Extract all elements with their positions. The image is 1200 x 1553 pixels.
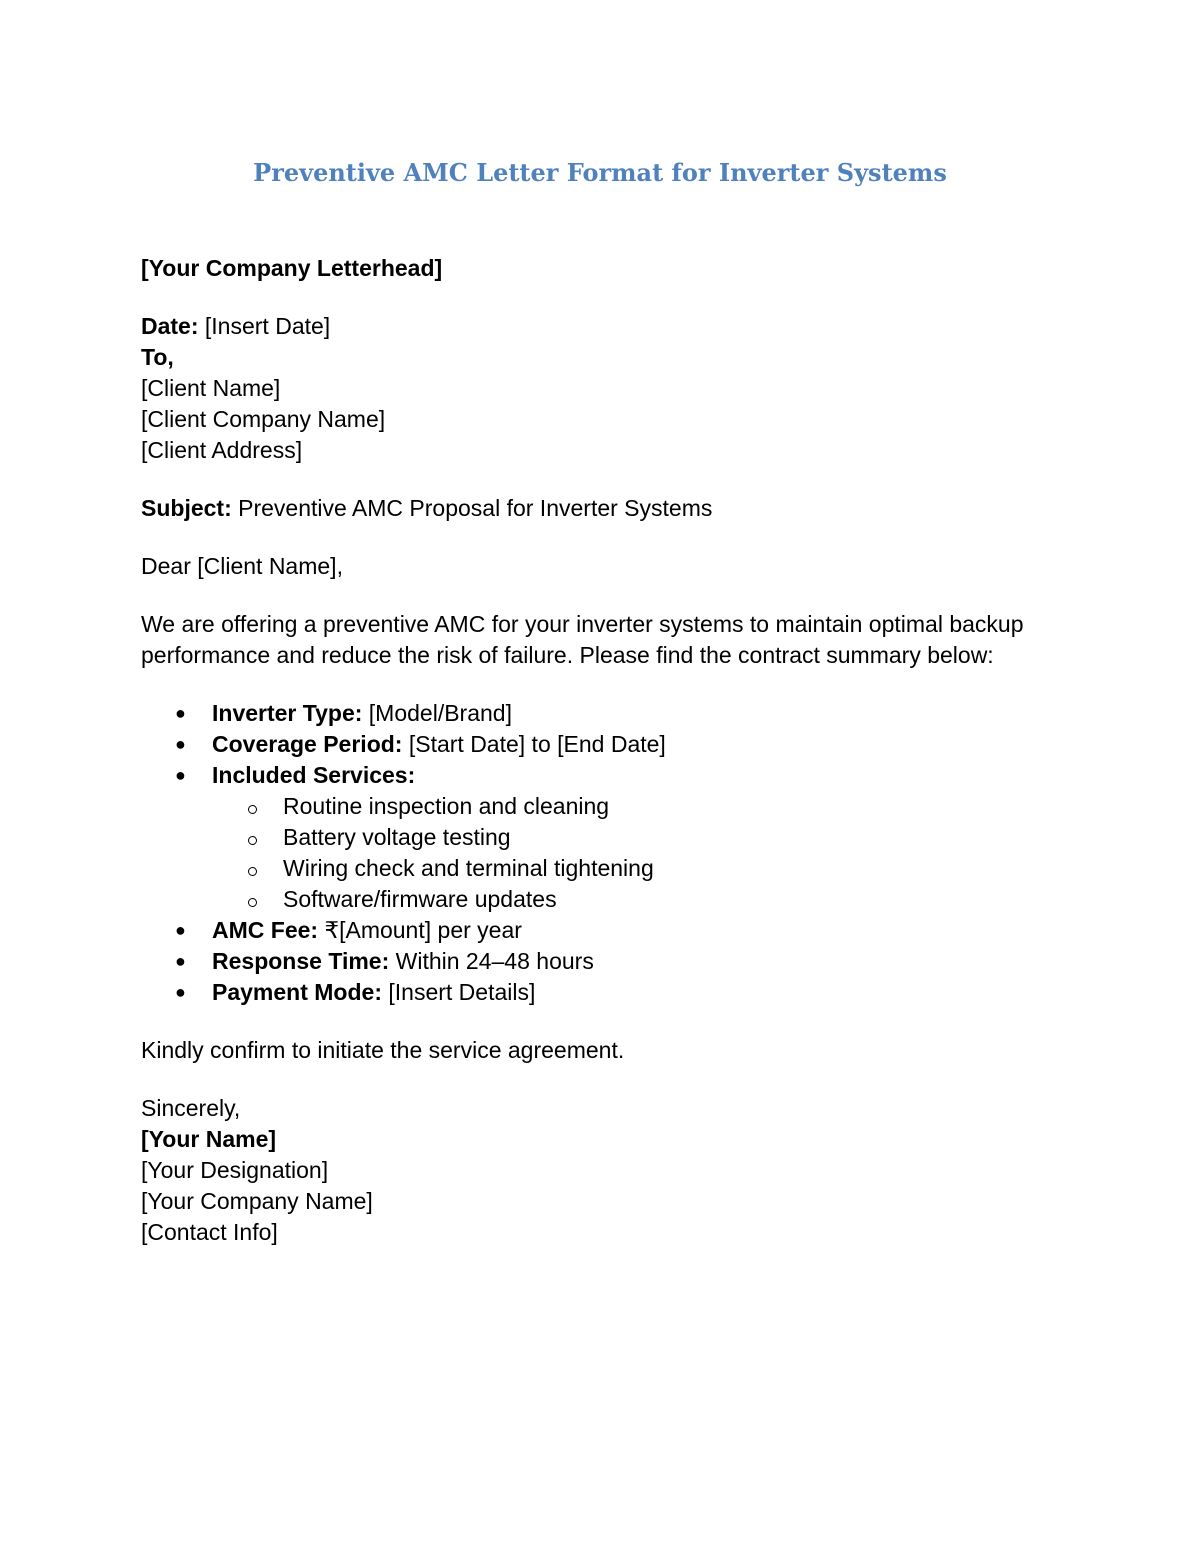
list-item-inverter-type	[141, 698, 1071, 729]
amc-fee-label: AMC Fee:	[212, 917, 319, 943]
client-name: [Client Name]	[141, 375, 281, 401]
service-item	[212, 884, 1071, 915]
service-item	[212, 853, 1071, 884]
inverter-type-value: [Model/Brand]	[362, 700, 512, 726]
list-item-coverage-period	[141, 729, 1071, 760]
closing: Sincerely,	[141, 1095, 241, 1121]
amc-fee-value: ₹[Amount] per year	[318, 917, 522, 943]
letter-body	[141, 253, 1071, 1248]
services-sublist	[212, 791, 1071, 915]
bullet-icon: ●	[175, 951, 186, 971]
response-time-value: Within 24–48 hours	[389, 948, 594, 974]
sender-name: [Your Name]	[141, 1126, 277, 1152]
sender-contact: [Contact Info]	[141, 1219, 278, 1245]
client-company-name: [Client Company Name]	[141, 406, 386, 432]
bullet-icon: ●	[175, 765, 186, 785]
service-text: Battery voltage testing	[283, 824, 511, 850]
closing-text: Kindly confirm to initiate the service agreement.	[141, 1037, 625, 1063]
client-address: [Client Address]	[141, 437, 303, 463]
subject-line	[141, 493, 1071, 524]
letterhead: [Your Company Letterhead]	[141, 255, 443, 281]
list-item-amc-fee	[141, 915, 1071, 946]
bullet-icon: ●	[175, 703, 186, 723]
date-line	[141, 311, 1071, 342]
payment-mode-label: Payment Mode:	[212, 979, 382, 1005]
circle-bullet-icon	[248, 805, 257, 814]
circle-bullet-icon	[248, 836, 257, 845]
list-item-included-services	[141, 760, 1071, 915]
circle-bullet-icon	[248, 898, 257, 907]
circle-bullet-icon	[248, 867, 257, 876]
payment-mode-value: [Insert Details]	[381, 979, 536, 1005]
intro-paragraph: We are offering a preventive AMC for your inverter systems to maintain optimal backup performance and reduce the risk of failure. Please find the contract summary below:	[141, 611, 1024, 668]
service-text: Software/firmware updates	[283, 886, 557, 912]
service-item	[212, 822, 1071, 853]
bullet-icon: ●	[175, 982, 186, 1002]
salutation: Dear [Client Name],	[141, 553, 343, 579]
response-time-label: Response Time:	[212, 948, 390, 974]
service-text: Routine inspection and cleaning	[283, 793, 610, 819]
summary-list	[141, 698, 1071, 1008]
document-title: Preventive AMC Letter Format for Inverter Systems	[253, 158, 947, 187]
sender-designation: [Your Designation]	[141, 1157, 329, 1183]
list-item-payment-mode	[141, 977, 1071, 1008]
coverage-period-value: [Start Date] to [End Date]	[402, 731, 666, 757]
date-value: [Insert Date]	[198, 313, 331, 339]
bullet-icon: ●	[175, 734, 186, 754]
inverter-type-label: Inverter Type:	[212, 700, 363, 726]
list-item-response-time	[141, 946, 1071, 977]
date-label: Date:	[141, 313, 199, 339]
sender-company: [Your Company Name]	[141, 1188, 373, 1214]
service-item	[212, 791, 1071, 822]
bullet-icon: ●	[175, 920, 186, 940]
to-label: To,	[141, 344, 174, 370]
coverage-period-label: Coverage Period:	[212, 731, 403, 757]
included-services-label: Included Services:	[212, 762, 416, 788]
subject-value: Preventive AMC Proposal for Inverter Systems	[231, 495, 713, 521]
service-text: Wiring check and terminal tightening	[283, 855, 654, 881]
subject-label: Subject:	[141, 495, 232, 521]
